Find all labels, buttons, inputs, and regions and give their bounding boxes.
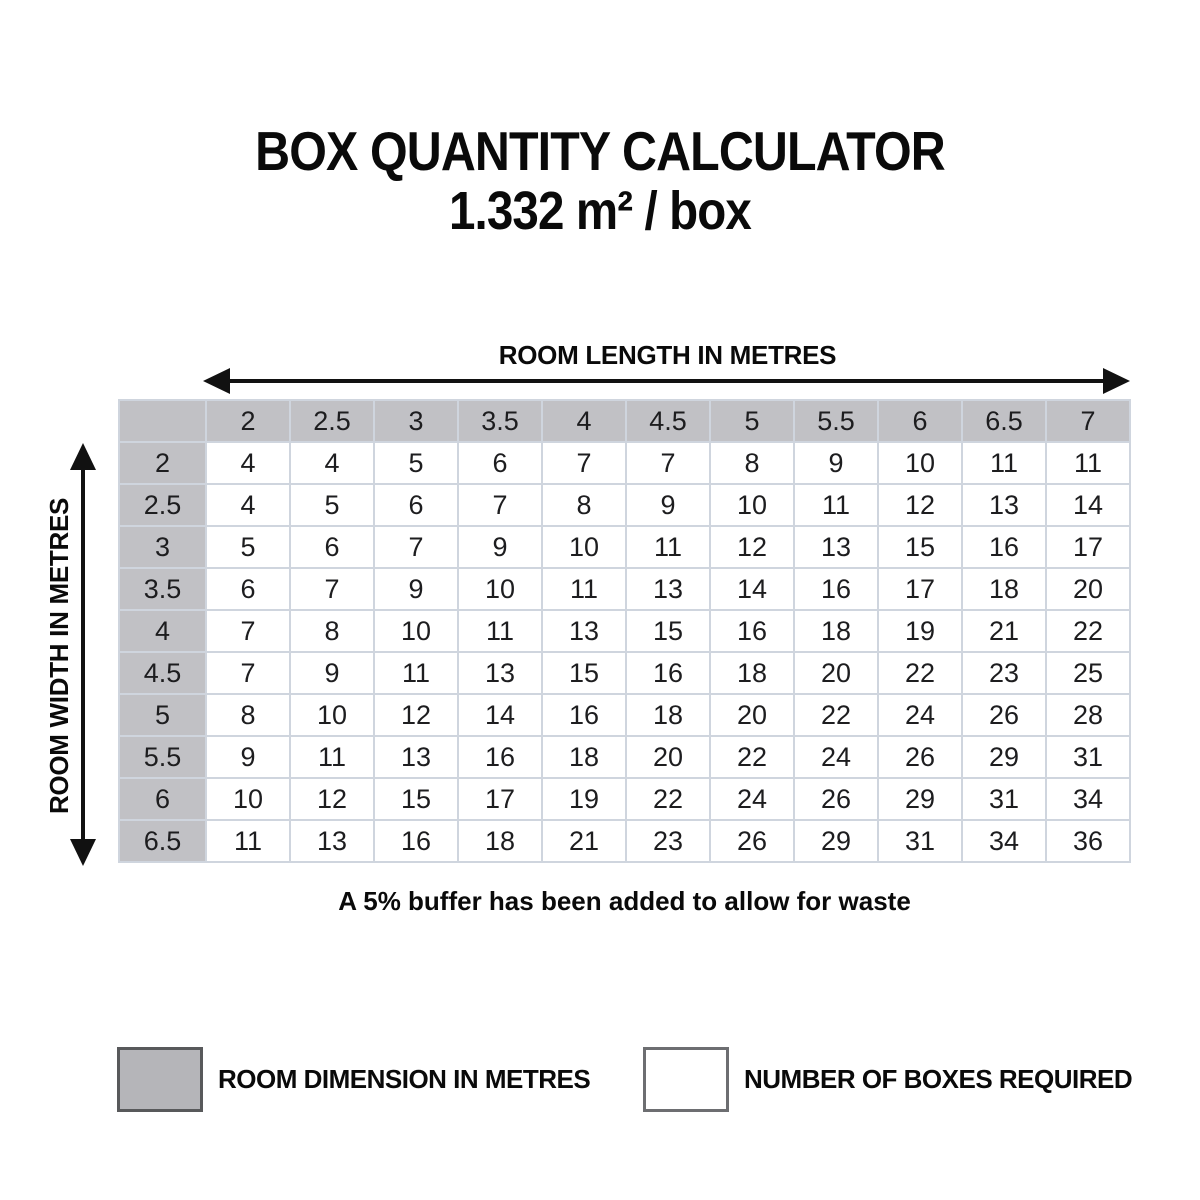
row-axis-label: ROOM WIDTH IN METRES	[44, 497, 74, 815]
cell-4.5x2.5: 9	[290, 652, 374, 694]
cell-5x5.5: 22	[794, 694, 878, 736]
cell-5x3.5: 14	[458, 694, 542, 736]
table-row	[119, 694, 1130, 736]
cell-5.5x6: 26	[878, 736, 962, 778]
cell-4.5x6.5: 23	[962, 652, 1046, 694]
col-header-4: 4	[542, 400, 626, 442]
cell-2.5x6: 12	[878, 484, 962, 526]
cell-2x5.5: 9	[794, 442, 878, 484]
cell-4x7: 22	[1046, 610, 1130, 652]
cell-3x3.5: 9	[458, 526, 542, 568]
row-header-2.5: 2.5	[119, 484, 206, 526]
cell-2x7: 11	[1046, 442, 1130, 484]
cell-3.5x7: 20	[1046, 568, 1130, 610]
cell-5x2: 8	[206, 694, 290, 736]
cell-2x4: 7	[542, 442, 626, 484]
cell-3x4: 10	[542, 526, 626, 568]
col-header-7: 7	[1046, 400, 1130, 442]
cell-6.5x6: 31	[878, 820, 962, 862]
col-header-3.5: 3.5	[458, 400, 542, 442]
cell-4x4.5: 15	[626, 610, 710, 652]
cell-4x5.5: 18	[794, 610, 878, 652]
cell-2x3.5: 6	[458, 442, 542, 484]
cell-2x2: 4	[206, 442, 290, 484]
header-row	[119, 400, 1130, 442]
row-header-4: 4	[119, 610, 206, 652]
cell-6.5x6.5: 34	[962, 820, 1046, 862]
cell-3.5x6.5: 18	[962, 568, 1046, 610]
cell-3x7: 17	[1046, 526, 1130, 568]
row-header-5.5: 5.5	[119, 736, 206, 778]
cell-6x4.5: 22	[626, 778, 710, 820]
cell-3x3: 7	[374, 526, 458, 568]
cell-6.5x7: 36	[1046, 820, 1130, 862]
row-header-6.5: 6.5	[119, 820, 206, 862]
cell-5.5x5: 22	[710, 736, 794, 778]
legend-item-boxes-required	[643, 1047, 1132, 1112]
cell-6x3.5: 17	[458, 778, 542, 820]
cell-2x6: 10	[878, 442, 962, 484]
cell-2.5x7: 14	[1046, 484, 1130, 526]
cell-5.5x4: 18	[542, 736, 626, 778]
col-header-2: 2	[206, 400, 290, 442]
col-header-4.5: 4.5	[626, 400, 710, 442]
cell-5.5x2: 9	[206, 736, 290, 778]
cell-2x3: 5	[374, 442, 458, 484]
cell-6x6: 29	[878, 778, 962, 820]
cell-3.5x6: 17	[878, 568, 962, 610]
cell-2.5x4.5: 9	[626, 484, 710, 526]
cell-2.5x3.5: 7	[458, 484, 542, 526]
cell-5.5x7: 31	[1046, 736, 1130, 778]
cell-6x2: 10	[206, 778, 290, 820]
cell-3x2.5: 6	[290, 526, 374, 568]
cell-3.5x3: 9	[374, 568, 458, 610]
cell-2.5x4: 8	[542, 484, 626, 526]
cell-4x6: 19	[878, 610, 962, 652]
table-row	[119, 778, 1130, 820]
cell-3x6.5: 16	[962, 526, 1046, 568]
cell-3.5x3.5: 10	[458, 568, 542, 610]
cell-2.5x5: 10	[710, 484, 794, 526]
table-corner-cell	[119, 400, 206, 442]
cell-3.5x5.5: 16	[794, 568, 878, 610]
cell-4.5x2: 7	[206, 652, 290, 694]
cell-6.5x2: 11	[206, 820, 290, 862]
cell-3x2: 5	[206, 526, 290, 568]
cell-3x6: 15	[878, 526, 962, 568]
cell-4x3: 10	[374, 610, 458, 652]
table-row	[119, 442, 1130, 484]
cell-5x6: 24	[878, 694, 962, 736]
cell-4.5x4.5: 16	[626, 652, 710, 694]
cell-2.5x3: 6	[374, 484, 458, 526]
table-row	[119, 610, 1130, 652]
col-header-6.5: 6.5	[962, 400, 1046, 442]
cell-5x3: 12	[374, 694, 458, 736]
cell-4.5x7: 25	[1046, 652, 1130, 694]
row-header-4.5: 4.5	[119, 652, 206, 694]
col-header-5.5: 5.5	[794, 400, 878, 442]
col-header-3: 3	[374, 400, 458, 442]
cell-6x5: 24	[710, 778, 794, 820]
buffer-note: A 5% buffer has been added to allow for waste	[338, 886, 911, 916]
cell-4.5x5.5: 20	[794, 652, 878, 694]
arrow-down-head-icon	[70, 839, 96, 866]
legend-label-boxes-required: NUMBER OF BOXES REQUIRED	[744, 1064, 1133, 1094]
col-header-2.5: 2.5	[290, 400, 374, 442]
cell-2.5x5.5: 11	[794, 484, 878, 526]
cell-3x5: 12	[710, 526, 794, 568]
cell-2x6.5: 11	[962, 442, 1046, 484]
cell-3x4.5: 11	[626, 526, 710, 568]
cell-5x2.5: 10	[290, 694, 374, 736]
cell-2.5x2: 4	[206, 484, 290, 526]
cell-2x4.5: 7	[626, 442, 710, 484]
cell-4x6.5: 21	[962, 610, 1046, 652]
cell-5x4: 16	[542, 694, 626, 736]
cell-2x2.5: 4	[290, 442, 374, 484]
cell-5.5x5.5: 24	[794, 736, 878, 778]
cell-5.5x6.5: 29	[962, 736, 1046, 778]
horizontal-double-arrow-icon	[203, 368, 1130, 394]
cell-2x5: 8	[710, 442, 794, 484]
cell-4.5x4: 15	[542, 652, 626, 694]
cell-3.5x2: 6	[206, 568, 290, 610]
white-swatch-icon	[643, 1047, 729, 1112]
page-title: BOX QUANTITY CALCULATOR	[255, 120, 945, 182]
cell-6.5x4.5: 23	[626, 820, 710, 862]
cell-6x7: 34	[1046, 778, 1130, 820]
cell-4x4: 13	[542, 610, 626, 652]
cell-5.5x4.5: 20	[626, 736, 710, 778]
cell-6x4: 19	[542, 778, 626, 820]
cell-6.5x5.5: 29	[794, 820, 878, 862]
table-row	[119, 526, 1130, 568]
cell-2.5x2.5: 5	[290, 484, 374, 526]
cell-5x5: 20	[710, 694, 794, 736]
cell-4.5x6: 22	[878, 652, 962, 694]
row-header-3: 3	[119, 526, 206, 568]
cell-4x5: 16	[710, 610, 794, 652]
table-row	[119, 484, 1130, 526]
cell-6x5.5: 26	[794, 778, 878, 820]
box-quantity-table	[118, 399, 1131, 863]
cell-3.5x2.5: 7	[290, 568, 374, 610]
cell-6.5x5: 26	[710, 820, 794, 862]
cell-4.5x3: 11	[374, 652, 458, 694]
cell-4.5x5: 18	[710, 652, 794, 694]
cell-5.5x3: 13	[374, 736, 458, 778]
table-row	[119, 652, 1130, 694]
cell-6.5x2.5: 13	[290, 820, 374, 862]
cell-3.5x4.5: 13	[626, 568, 710, 610]
cell-5x4.5: 18	[626, 694, 710, 736]
arrow-shaft	[217, 379, 1116, 383]
col-header-5: 5	[710, 400, 794, 442]
cell-5.5x2.5: 11	[290, 736, 374, 778]
cell-4x2.5: 8	[290, 610, 374, 652]
col-header-6: 6	[878, 400, 962, 442]
cell-4x2: 7	[206, 610, 290, 652]
arrow-shaft	[81, 457, 85, 852]
table-body	[119, 442, 1130, 862]
cell-3x5.5: 13	[794, 526, 878, 568]
cell-6x2.5: 12	[290, 778, 374, 820]
cell-3.5x4: 11	[542, 568, 626, 610]
row-header-5: 5	[119, 694, 206, 736]
row-header-3.5: 3.5	[119, 568, 206, 610]
legend-item-room-dimension	[117, 1047, 590, 1112]
cell-6x6.5: 31	[962, 778, 1046, 820]
table-header	[119, 400, 1130, 442]
cell-5.5x3.5: 16	[458, 736, 542, 778]
table-row	[119, 820, 1130, 862]
cell-6x3: 15	[374, 778, 458, 820]
row-header-6: 6	[119, 778, 206, 820]
cell-5x7: 28	[1046, 694, 1130, 736]
row-header-2: 2	[119, 442, 206, 484]
column-axis-label: ROOM LENGTH IN METRES	[498, 340, 837, 370]
cell-2.5x6.5: 13	[962, 484, 1046, 526]
arrow-right-head-icon	[1103, 368, 1130, 394]
table-row	[119, 568, 1130, 610]
cell-6.5x3: 16	[374, 820, 458, 862]
cell-3.5x5: 14	[710, 568, 794, 610]
page-subtitle: 1.332 m² / box	[449, 181, 751, 241]
legend-label-room-dimension: ROOM DIMENSION IN METRES	[218, 1064, 591, 1094]
cell-5x6.5: 26	[962, 694, 1046, 736]
cell-4.5x3.5: 13	[458, 652, 542, 694]
cell-6.5x4: 21	[542, 820, 626, 862]
cell-4x3.5: 11	[458, 610, 542, 652]
table-row	[119, 736, 1130, 778]
gray-swatch-icon	[117, 1047, 203, 1112]
cell-6.5x3.5: 18	[458, 820, 542, 862]
